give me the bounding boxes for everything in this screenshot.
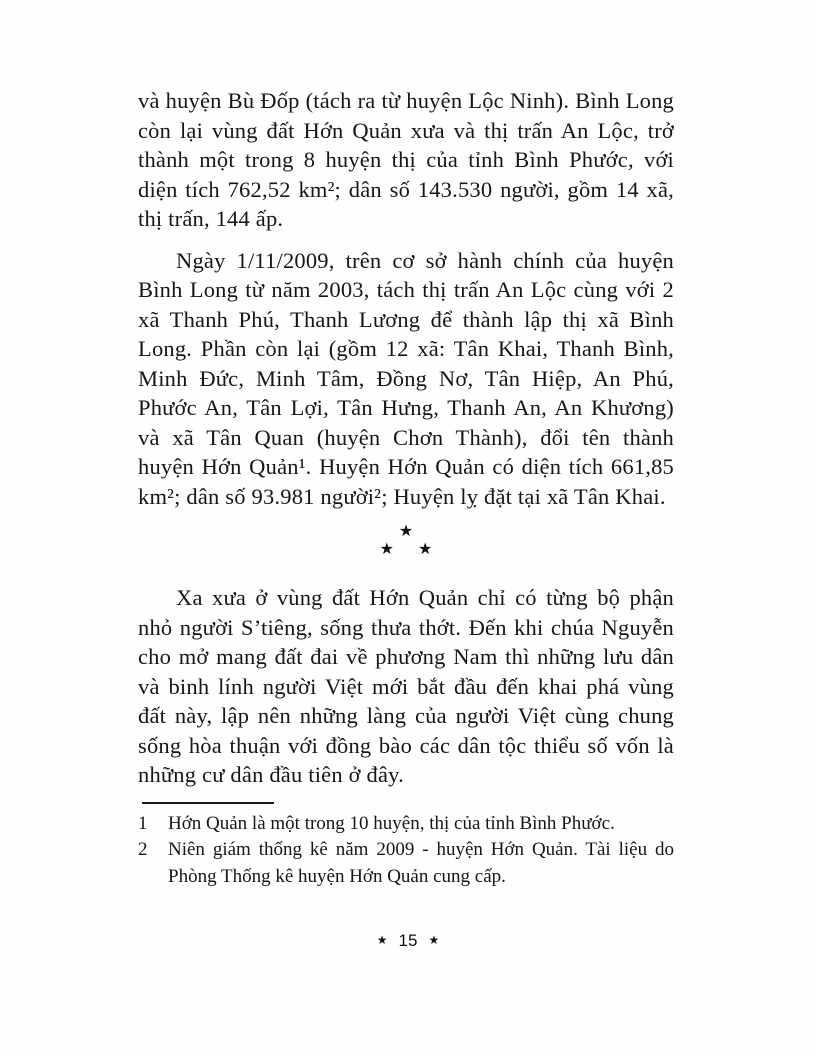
star-row-top <box>138 523 674 541</box>
star-icon: ★ <box>398 523 414 540</box>
footnote-marker: 2 <box>138 839 148 860</box>
star-separator <box>138 523 674 559</box>
star-icon: ★ <box>418 541 433 558</box>
star-icon: ★ <box>428 933 440 947</box>
paragraph-1: và huyện Bù Đốp (tách ra từ huyện Lộc Ninh). Bình Long còn lại vùng đất Hớn Quản xưa và thị trấn An Lộc, trở thành một trong 8 huyện thị của tỉnh Bình Phước, với diện tích 762,52 km²; dân số 143.530 người, gồm 14 xã, thị trấn, 144 ấp. <box>138 88 674 231</box>
page-footer <box>0 931 816 951</box>
star-row-bottom <box>138 541 674 559</box>
footnote-marker: 1 <box>138 812 148 834</box>
star-icon: ★ <box>376 933 388 947</box>
star-icon: ★ <box>379 541 394 558</box>
page-body <box>138 86 674 890</box>
footnotes-section <box>138 811 674 891</box>
footnote-item-2 <box>138 837 674 890</box>
footnote-text: Niên giám thống kê năm 2009 - huyện Hớn Quản. Tài liệu do Phòng Thống kê huyện Hớn Quản cung cấp. <box>168 839 674 887</box>
paragraph-2: Ngày 1/11/2009, trên cơ sở hành chính của huyện Bình Long từ năm 2003, tách thị trấn An Lộc cùng với 2 xã Thanh Phú, Thanh Lương để thành lập thị xã Bình Long. Phần còn lại (gồm 12 xã: Tân Khai, Thanh Bình, Minh Đức, Minh Tâm, Đồng Nơ, Tân Hiệp, An Phú, Phước An, Tân Lợi, Tân Hưng, Thanh An, An Khương) và xã Tân Quan (huyện Chơn Thành), đổi tên thành huyện Hớn Quản¹. Huyện Hớn Quản có diện tích 661,85 km²; dân số 93.981 người²; Huyện lỵ đặt tại xã Tân Khai. <box>138 247 674 509</box>
footnote-item-1 <box>138 811 674 838</box>
paragraph-3: Xa xưa ở vùng đất Hớn Quản chỉ có từng bộ phận nhỏ người S’tiêng, sống thưa thớt. Đến khi chúa Nguyễn cho mở mang đất đai về phương Nam thì những lưu dân và binh lính người Việt mới bắt đầu đến khai phá vùng đất này, lập nên những làng của người Việt cùng chung sống hòa thuận với đồng bào các dân tộc thiểu số vốn là những cư dân đầu tiên ở đây. <box>138 585 674 787</box>
footnote-text: Hớn Quản là một trong 10 huyện, thị của tỉnh Bình Phước. <box>168 812 615 834</box>
footnote-divider <box>142 802 274 804</box>
page-number: 15 <box>398 931 418 950</box>
